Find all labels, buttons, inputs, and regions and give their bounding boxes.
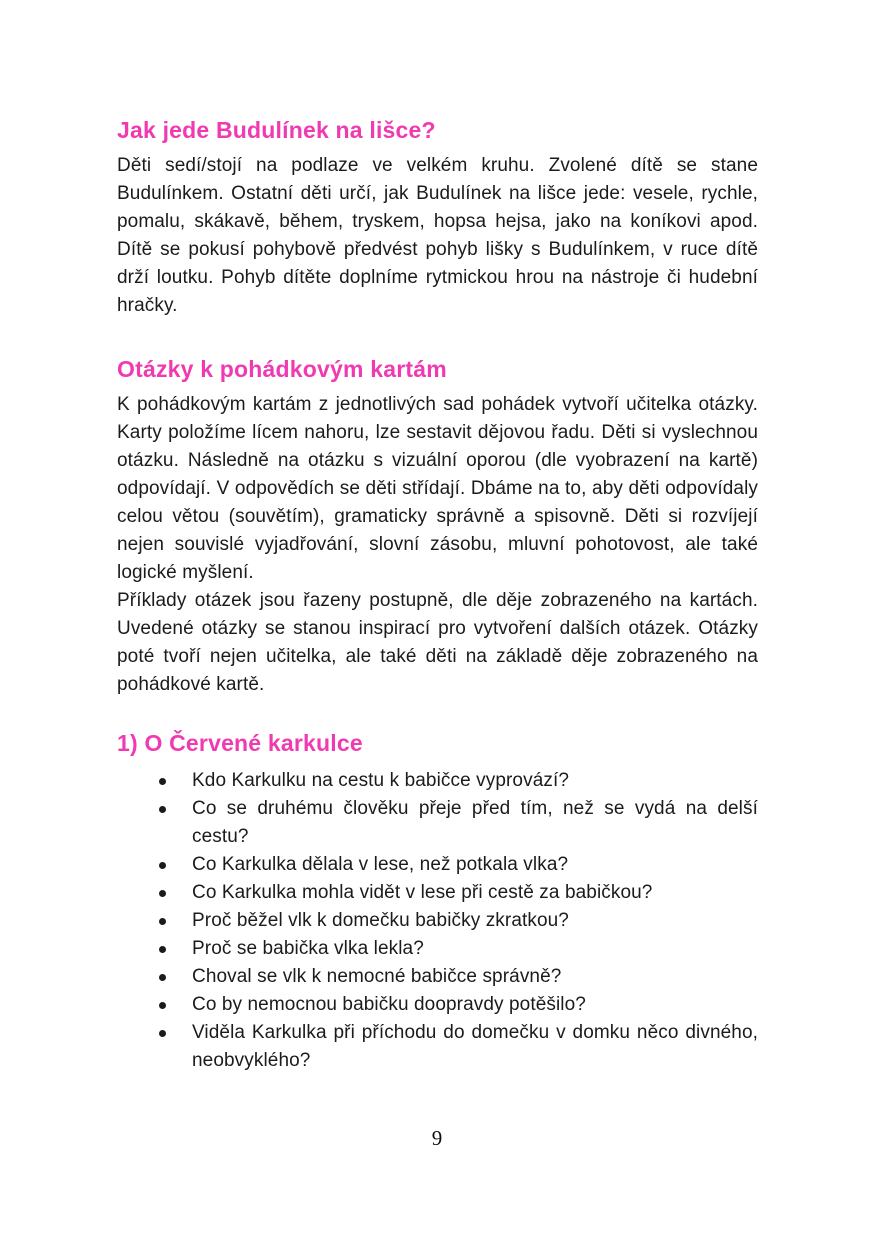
section-heading-karkulka: 1) O Červené karkulce [117,730,363,756]
list-item: Co Karkulka mohla vidět v lese při cestě za babičkou? [117,879,758,907]
list-item: Co Karkulka dělala v lese, než potkala vlka? [117,851,758,879]
paragraph-otazky-1: K pohádkovým kartám z jednotlivých sad pohádek vytvoří učitelka otázky. Karty položíme lícem nahoru, lze sestavit dějovou řadu. Děti si vyslechnou otázku. Následně na otázku s vizuální oporou (dle vyobrazení na kartě) odpovídají. V odpovědích se děti střídají. Dbáme na to, aby děti odpovídaly celou větou (souvětím), gramaticky správně a spisovně. Děti si rozvíjejí nejen souvislé vyjadřování, slovní zásobu, mluvní pohotovost, ale také logické myšlení. [117,394,758,583]
list-item: Proč běžel vlk k domečku babičky zkratkou? [117,907,758,935]
list-item: Viděla Karkulka při příchodu do domečku v domku něco divného, neobvyklého? [117,1019,758,1075]
list-item: Kdo Karkulku na cestu k babičce vyprovází? [117,767,758,795]
paragraph-otazky-2: Příklady otázek jsou řazeny postupně, dle děje zobrazeného na kartách. Uvedené otázky se stanou inspirací pro vytvoření dalších otázek. Otázky poté tvoří nejen učitelka, ale také děti na základě děje zobrazeného na pohádkové kartě. [117,590,758,695]
paragraph-budulinek: Děti sedí/stojí na podlaze ve velkém kruhu. Zvolené dítě se stane Budulínkem. Ostatní děti určí, jak Budulínek na lišce jede: vesele, rychle, pomalu, skákavě, během, tryskem, hopsa hejsa, jako na koníkovi apod. Dítě se pokusí pohybově předvést pohyb lišky s Budulínkem, v ruce dítě drží loutku. Pohyb dítěte doplníme rytmickou hrou na nástroje či hudební hračky. [117,155,758,316]
question-list [117,767,758,1075]
list-item: Co by nemocnou babičku doopravdy potěšilo? [117,991,758,1019]
list-item: Choval se vlk k nemocné babičce správně? [117,963,758,991]
list-item: Co se druhému člověku přeje před tím, než se vydá na delší cestu? [117,795,758,851]
page-number: 9 [431,1126,443,1150]
list-item: Proč se babička vlka lekla? [117,935,758,963]
page-content [117,116,758,1075]
section-heading-otazky: Otázky k pohádkovým kartám [117,356,447,382]
section-heading-budulinek: Jak jede Budulínek na lišce? [117,117,436,143]
